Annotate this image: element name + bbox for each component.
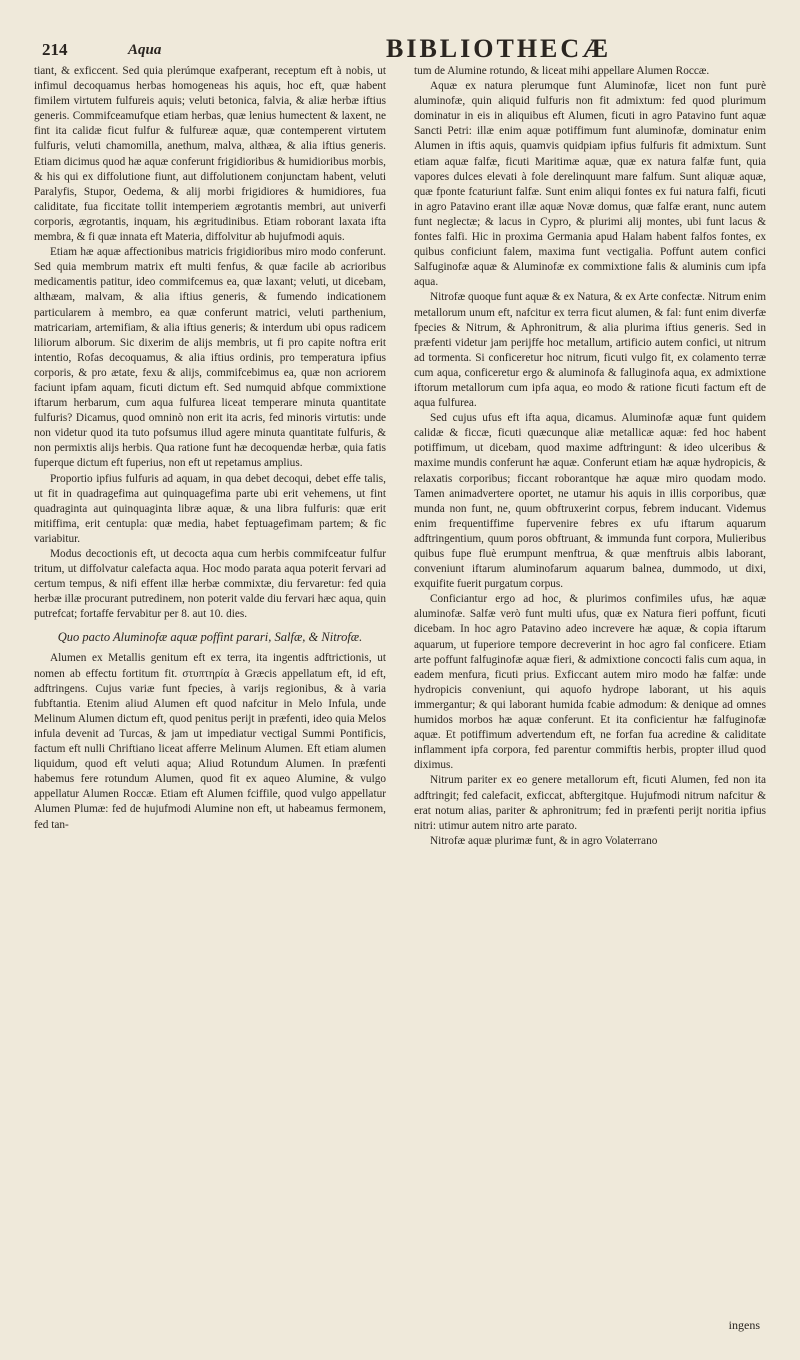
right-paragraph-6: Nitrum pariter ex eo genere metallorum eft, ficuti Alumen, fed non ita adftringit; fed calefacit, exficcat, abftergitque. Hujufmodi nitrum nafcitur & erat notum alias, pariter & aphronitrum; fed in præfenti perijt noritia ipfius nitri: utimur autem nitro arte parato. xyxy=(414,774,766,832)
page-header xyxy=(34,26,766,63)
left-column xyxy=(34,64,386,849)
right-paragraph-7: Nitrofæ aquæ plurimæ funt, & in agro Volaterrano xyxy=(430,834,658,847)
text-columns xyxy=(34,64,766,849)
right-paragraph-5: Conficiantur ergo ad hoc, & plurimos confimiles ufus, hæ aquæ aluminofæ. Salfæ verò funt multi ufus, quæ ex Natura fieri poffunt, ficuti dicebam. In hoc agro Patavino adeo increvere hæ aquæ, & copia iftarum aquarum, ut fuperiore tempore decreverint in hoc agro fal conficere. Etiam arte poffunt falfuginofæ aquæ fieri, & admixtione concocti falis cum aqua, in eadem menfura, ficuti prius. Exficcant autem miro modo hæ falfæ: unde hydropicis conveniunt, qui aquofo hydrope laborant, ut his aquis immergantur; & qui laborant humida fcabie admodum: & denique ad omnes humidos morbos hæ aquæ conferunt. Et ita conficientur hæ falfuginofæ aquæ. Et potiffimum advertendum eft, ne forfan fua acredine & caliditate inflamment ipfa corpora, fed parentur commiftis herbis, propter illud quod diximus. xyxy=(414,593,766,772)
catchword: ingens xyxy=(728,1318,760,1332)
right-paragraph-3: Nitrofæ quoque funt aquæ & ex Natura, & ex Arte confectæ. Nitrum enim metallorum unum eft, nafcitur ex terra ficut alumen, & fal: funt enim diverfæ fpecies & Nitrum, & Aphronitrum, & alia plurima iftius generis. Sed in præfenti videtur jam perijffe hoc metallum, artificio autem confici, ut nitrum ad tormenta. Si conficeretur hoc nitrum, ficuti vulgo fit, ex colamento terræ cum aqua, conficeretur ergo & aluminofa & falluginofa aqua, ex admixtione iftorum metallorum cum ipfa aqua, eo modo & ratione ficuti factum eft de aqua fulfurea. xyxy=(414,291,766,410)
left-paragraph-4: Modus decoctionis eft, ut decocta aqua cum herbis commifceatur fulfur tritum, ut diffolvatur calefacta aqua. Hoc modo parata aqua poterit fervari ad certum tempus, & nifi effent illæ herbæ commixtæ, diu fervaretur: fed quia herbæ illæ procurant putredinem, non poterit valde diu fervari hæc aqua, quin putrefcat; fortaffe fervabitur per 8. aut 10. dies. xyxy=(34,548,386,621)
left-paragraph-2: Etiam hæ aquæ affectionibus matricis frigidioribus miro modo conferunt. Sed quia membrum matrix eft multi fenfus, & quæ facile ab acrioribus medicamentis patitur, ideo commifcemus ea, quæ laxant; veluti, ut dicebam, althæam, malvam, & alia iftius generis, & fumendo indicationem particularem à membro, ea quæ conferunt matrici, veluti parthenium, matricariam, artemifiam, & alia iftius generis; & interdum ubi opus radicem liliorum alborum. Sic dixerim de alijs membris, ut fi pro capite noftra erit intentio, Rofas decoquamus, & alia iftius ordinis, pro temperatura ipfius corporis, & pro ætate, fexu & alijs, commifcebimus ea, quæ non acriorem faciunt ipfam aquam, ficuti dictum eft. Sed numquid abfque commixtione iftarum herbarum, cum aqua fulfurea liceat temperare minuta quantitate fulfuris? Dicamus, quod omninò non erit ita acris, fed minoris virtutis: unde non videtur quod ita tuto pofsumus illud agere minuta quantitate fulfuris, & non permixtis alijs herbis. Qua ratione funt hæ decoquendæ herbæ, quia fatis fuperque dictum eft fuperius, non eft ut repetamus amplius. xyxy=(34,246,386,470)
page-number: 214 xyxy=(42,40,68,59)
header-title: Aqua xyxy=(128,42,162,58)
right-paragraph-2: Aquæ ex natura plerumque funt Aluminofæ, licet non funt purè aluminofæ, quin aliquid fulfuris non fit admixtum: fed quod plurimum dominatur in eis in aliquibus eft Alumen, ficuti in agro Patavino funt aquæ Sancti Petri: illæ enim aquæ potiffimum funt aluminofæ, dominatur enim Alumen in iftis aquis, quamvis quidpiam ipfius fulfuris fit admixtum. Sunt etiam aquæ falfæ, ficuti Maritimæ aquæ, quæ ex natura falfæ funt, quia vapores dulces elevati à fole derelinquunt mare falfum. Sunt aliquæ aquæ, quæ fponte fcaturiunt falfæ. Sunt enim aliqui fontes ex fui natura falfi, ficuti in agro Patavino erant illæ aquæ Novæ domus, quæ falfæ erant, nunc autem funt neglectæ; & lacus in Cypro, & plurimi alij montes, ubi funt lacus & fontes falfi. Hic in proxima Germania apud Halam habent falfos fontes, ex quibus conficiunt falem, maxima funt vectigalia. Poffunt autem confici Salfuginofæ aquæ & Aluminofæ ex commixtione falis & aluminis cum ipfa aqua. xyxy=(414,80,766,289)
right-column xyxy=(414,64,766,849)
right-paragraph-4: Sed cujus ufus eft ifta aqua, dicamus. Aluminofæ aquæ funt quidem calidæ & ficcæ, ficuti quæcunque aliæ metallicæ aquæ: fed hoc habent potiffimum, ut dicebam, quod maxime adftringunt: & ideo ulceribus & maxime mundis conferunt hæ aquæ. Conferunt etiam hæ aquæ hydropicis, & relaxatis corporibus; ficcant roborantque hæ aquæ miro quodam modo. Tamen animadvertere oportet, ne utamur his aquis in illis corporibus, quæ munda non funt, ne, quum obftruxerint corpus, febrem inducant. Videmus enim frequentiffime fupervenire febres ex ufu iftarum aquarum adftringentium, quum poros obftruant, & immunda funt corpora, Mulieribus quibus fupe fluè erumpunt menftrua, & quæ menftruis albis laborant, conveniunt iftarum aluminofarum aquarum balnea, dummodo, ut dixi, exquifite fuerit purgatum corpus. xyxy=(414,412,766,591)
left-paragraph-3: Proportio ipfius fulfuris ad aquam, in qua debet decoqui, debet effe talis, ut fit in quadragefima aut quinquagefima parte ubi erit vehemens, ut fint quadraginta aut quinquaginta libræ aquæ, & una libra fulfuris: quæ erit mitiffima, erit centupla: quæ media, habet feptuagefimam partem; & fic variabitur. xyxy=(34,472,386,545)
section-heading: Quo pacto Aluminofæ aquæ poffint parari, Salfæ, & Nitrofæ. xyxy=(57,630,363,645)
left-paragraph-1: tiant, & exficcent. Sed quia plerúmque exafperant, receptum eft à nobis, ut infimul decoquamus herbas homogeneas his aquis, hoc eft, quæ habent fimilem virtutem fulfureis aquis; veluti betonica, falvia, & aliæ herbæ iftius generis. Commifceamufque etiam herbas, quæ lenius humectent & laxent, ne fint ita calidæ ficut fulfur & fulfureæ aquæ, quæ contemperent virtutem fulfuris, veluti chamomilla, anethum, malva, althæa, & alia iftius generis. Etiam dicimus quod hæ aquæ conferunt frigidioribus & humidioribus morbis, & his qui ex diffolutione fiunt, aut diffolutionem conjunctam habent, veluti Paralyfis, Stupor, Oedema, & alij morbi frigidiores & humidiores, fua caliditate, fua ficcitate tollit intemperiem ægrotantis membri, aut univerfi corporis, ægrotantis, inquam, his ægritudinibus. Etiam roborant laxata ifta membra, & fi quæ innata eft Materia, diffolvitur ab hujufmodi aquis. xyxy=(34,65,386,244)
right-paragraph-1: tum de Alumine rotundo, & liceat mihi appellare Alumen Roccæ. xyxy=(414,65,710,77)
left-paragraph-5: Alumen ex Metallis genitum eft ex terra, ita ingentis adftrictionis, ut nomen ab effectu fortitum fit. στυπτηρία à Græcis appellatum eft, id eft, adftringens. Cujus variæ funt fpecies, à varijs regionibus, & à varia fubftantia. Etenim aliud Alumen eft quod nafcitur in Melo Infula, unde Melinum Alumen dictum eft, quod penitus perijt in præfenti, ideo quia Melos infula devenit ad Turcas, & jam ut impediatur vectigal Summi Pontificis, factum eft nulli Chriftiano liceat afferre Melinum Alumen. Eft etiam alumen liquidum, quod eft veluti aqua; Aliud Rotundum Alumen. In præfenti habemus fere rotundum Alumen, quod fit ex aqueo Alumine, & vulgo appellatur Alumen Roccæ. Etiam eft Alumen fciffile, quod vulgo appellatur Alumen Plumæ: fed de hujufmodi Alumine non eft, ut habeamus fermonem, fed tan- xyxy=(34,652,386,831)
running-head: BIBLIOTHECÆ xyxy=(386,34,612,63)
